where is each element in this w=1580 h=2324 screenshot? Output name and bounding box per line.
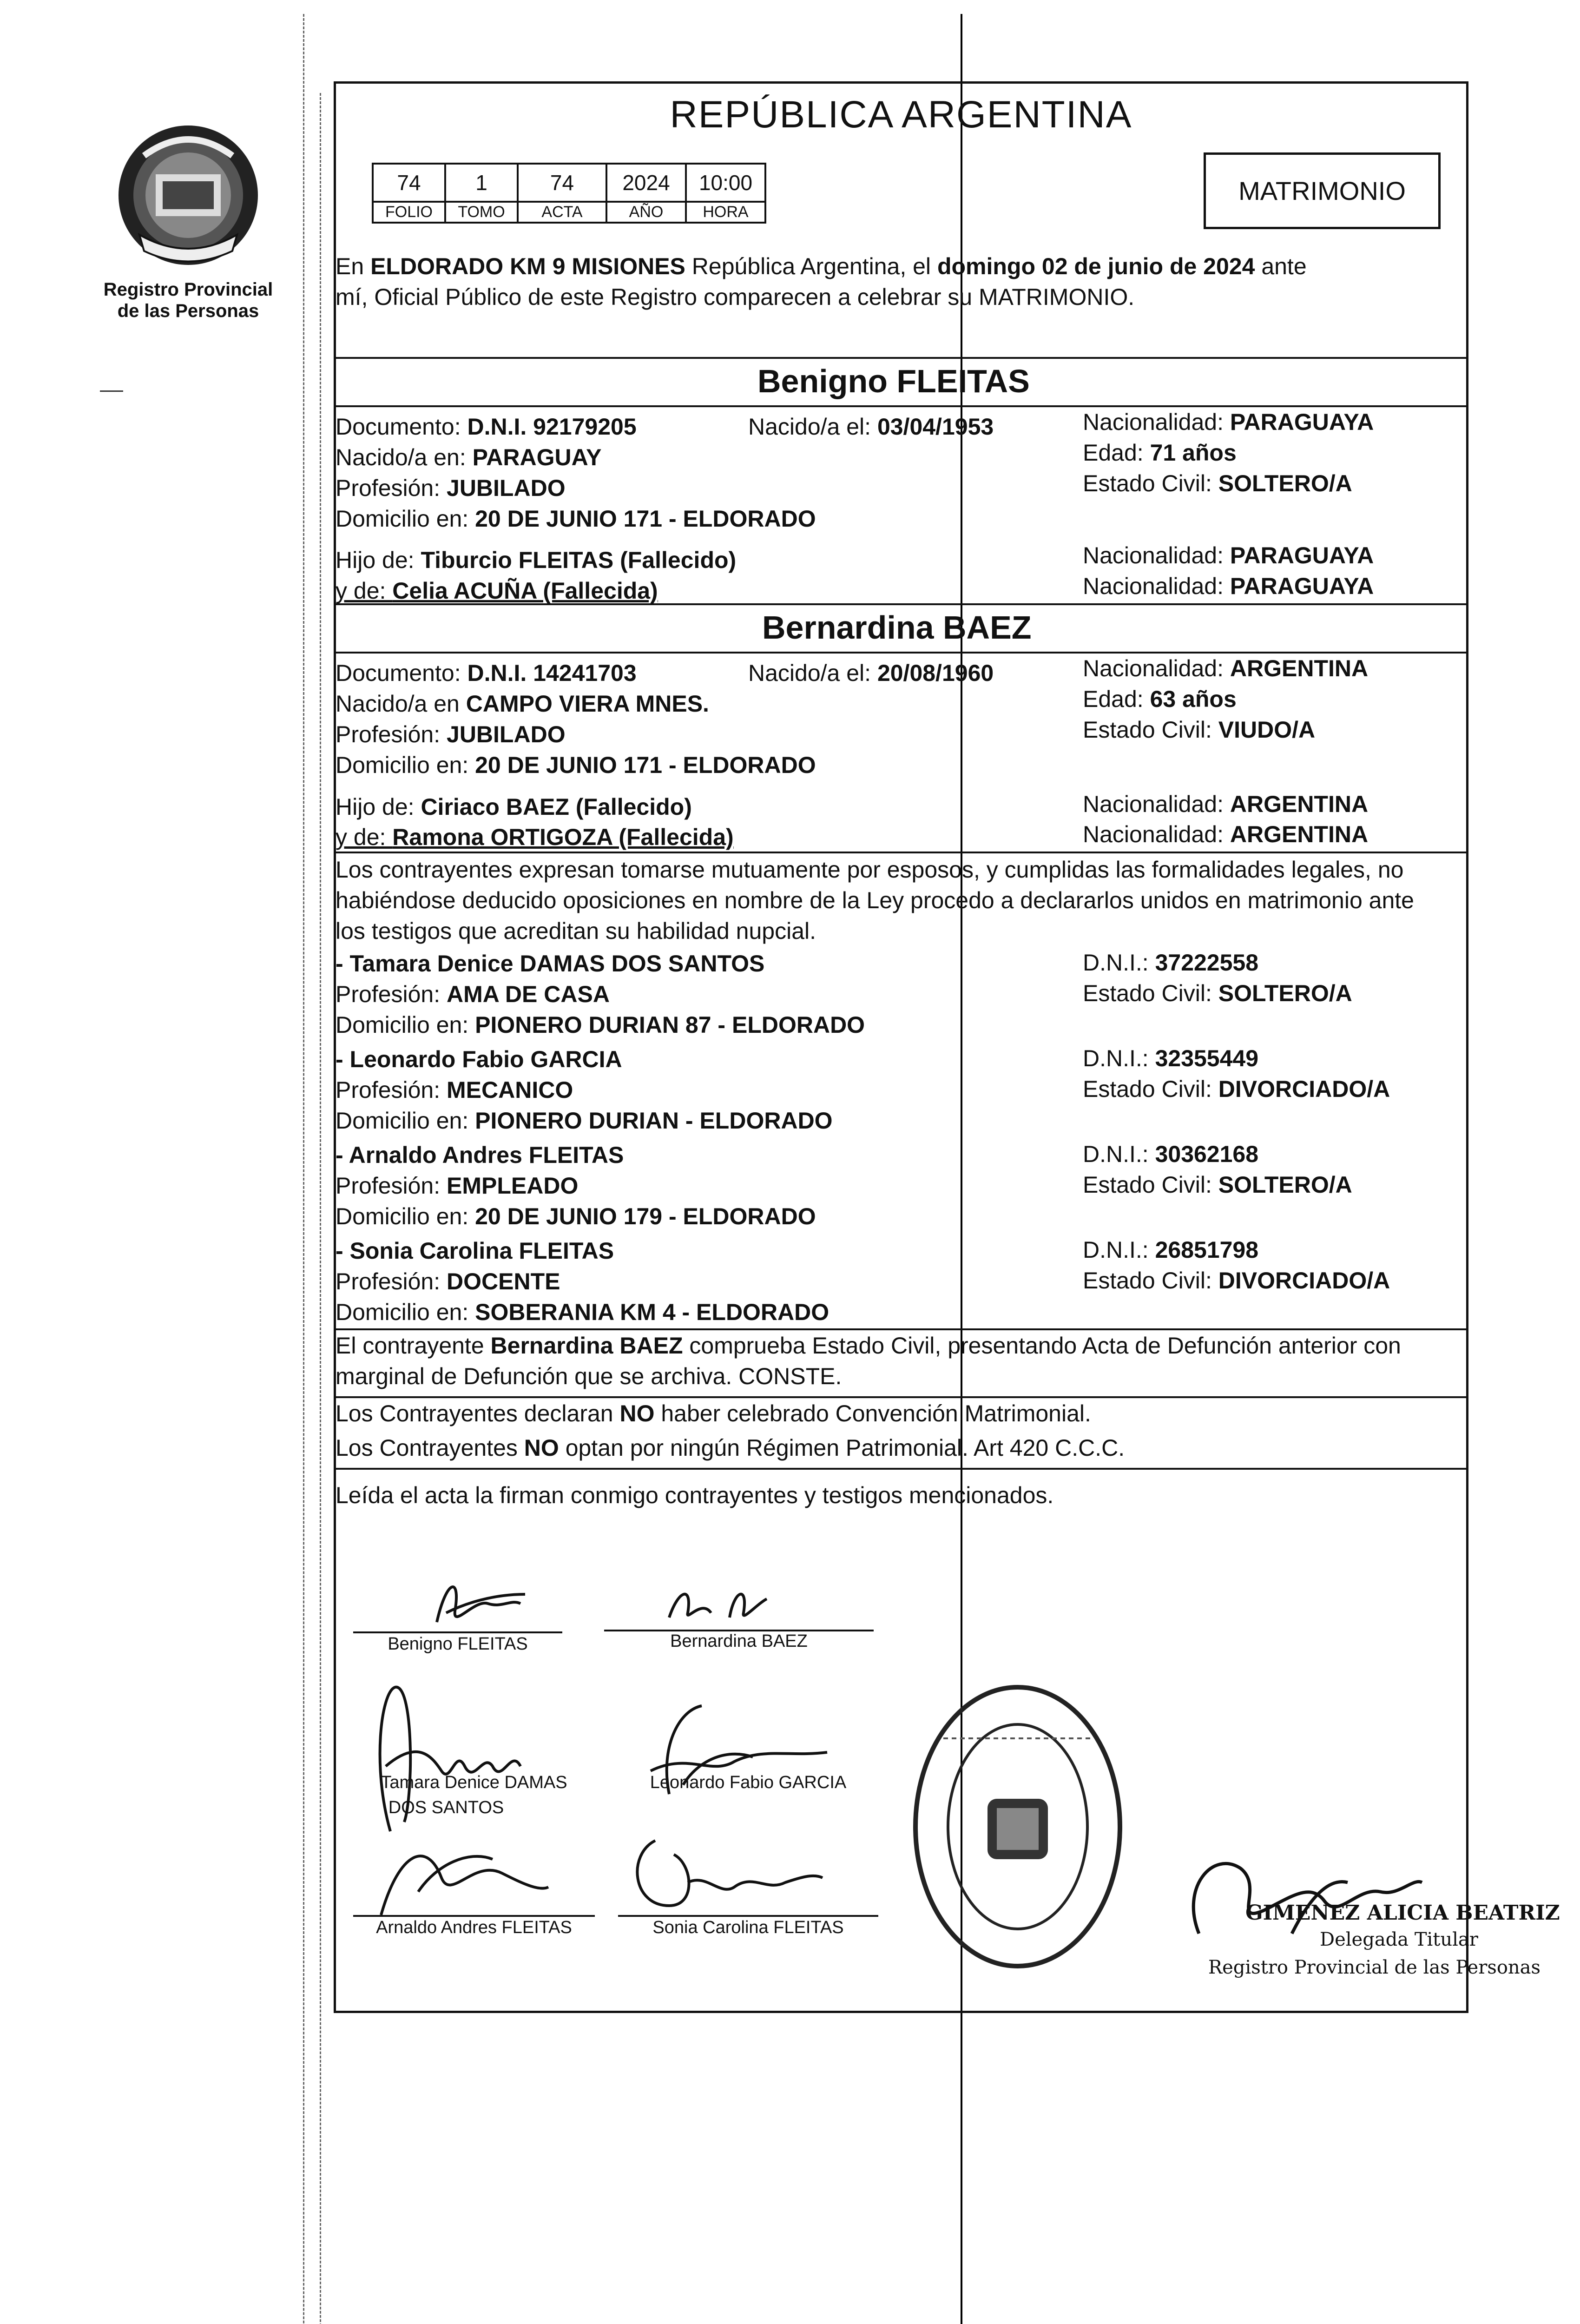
label: Domicilio en: — [336, 1299, 475, 1325]
label: Nacido/a en: — [336, 444, 473, 470]
hora-label: HORA — [686, 202, 765, 223]
agreement-no: NO — [524, 1435, 559, 1461]
record-type-box: MATRIMONIO — [1204, 152, 1441, 229]
label: Profesión: — [336, 981, 447, 1007]
spouse1-name: Benigno FLEITAS — [757, 363, 1030, 399]
label: Edad: — [1083, 686, 1150, 712]
margin-dashed-line — [303, 14, 304, 2324]
label: Estado Civil: — [1083, 470, 1218, 496]
label: Nacionalidad: — [1083, 573, 1230, 599]
spouse2-civil-status — [1083, 714, 1315, 745]
label: y de: — [336, 578, 393, 604]
registry-name-line1: Registro Provincial — [103, 279, 273, 300]
agreement-no: NO — [619, 1400, 655, 1426]
label: Hijo de: — [336, 547, 421, 573]
margin-mark — [100, 390, 123, 392]
witness-address: PIONERO DURIAN 87 - ELDORADO — [475, 1012, 865, 1038]
official-stamp-organization: Registro Provincial de las Personas — [1208, 1957, 1541, 1978]
witness-profession: AMA DE CASA — [447, 981, 610, 1007]
spouse2-address — [336, 750, 816, 780]
label: Nacionalidad: — [1083, 655, 1230, 681]
spouse1-mother — [336, 575, 658, 606]
label: D.N.I.: — [1083, 1141, 1155, 1167]
value: VIUDO/A — [1218, 717, 1316, 743]
witness-civil-status: DIVORCIADO/A — [1218, 1268, 1390, 1294]
spouse1-age — [1083, 437, 1237, 468]
label: Profesión: — [336, 475, 447, 501]
label: Estado Civil: — [1083, 980, 1218, 1006]
label: Edad: — [1083, 440, 1150, 466]
witness-name: - Leonardo Fabio GARCIA — [336, 1046, 622, 1072]
divider — [334, 852, 1468, 853]
label: Documento: — [336, 414, 467, 440]
acta-value: 74 — [518, 164, 606, 202]
signature-label-witness2: Leonardo Fabio GARCIA — [650, 1773, 847, 1792]
spouse1-mother-nationality — [1083, 571, 1374, 601]
intro-date: domingo 02 de junio de 2024 — [937, 253, 1255, 279]
agreement-text: Los Contrayentes declaran — [336, 1400, 620, 1426]
intro-place: ELDORADO KM 9 MISIONES — [370, 253, 685, 279]
signature-spouse2-icon — [660, 1571, 781, 1631]
label: D.N.I.: — [1083, 1045, 1155, 1071]
witness-address: 20 DE JUNIO 179 - ELDORADO — [475, 1203, 816, 1229]
spouse2-name: Bernardina BAEZ — [762, 609, 1032, 646]
ano-label: AÑO — [606, 202, 686, 223]
value: JUBILADO — [447, 475, 566, 501]
spouse1-birthplace — [336, 442, 601, 473]
declaration-line1: Los contrayentes expresan tomarse mutuamente por esposos, y cumplidas las formalidades legales, no — [336, 857, 1404, 883]
label: Estado Civil: — [1083, 1268, 1218, 1294]
witness-civil-status: SOLTERO/A — [1218, 980, 1352, 1006]
value: ARGENTINA — [1230, 791, 1369, 817]
registry-name-line2: de las Personas — [117, 301, 259, 321]
signature-label-witness4: Sonia Carolina FLEITAS — [652, 1918, 844, 1937]
ano-value: 2024 — [606, 164, 686, 202]
signature-line — [618, 1915, 878, 1917]
value: D.N.I. 14241703 — [467, 660, 637, 686]
witness-name: - Arnaldo Andres FLEITAS — [336, 1142, 624, 1168]
label: Nacionalidad: — [1083, 542, 1230, 568]
value: ARGENTINA — [1230, 655, 1369, 681]
value: 03/04/1953 — [877, 414, 994, 440]
value: ARGENTINA — [1230, 821, 1369, 847]
value: PARAGUAY — [472, 444, 602, 470]
note-text-a: El contrayente — [336, 1333, 491, 1359]
label: D.N.I.: — [1083, 950, 1155, 976]
registry-logo-icon — [112, 119, 265, 272]
spouse1-father — [336, 545, 736, 575]
spouse1-birthdate — [748, 411, 994, 442]
signature-spouse1-icon — [418, 1571, 534, 1636]
signature-label-witness3: Arnaldo Andres FLEITAS — [376, 1918, 572, 1937]
value: Ciriaco BAEZ (Fallecido) — [421, 794, 692, 820]
spouse2-doc — [336, 658, 637, 688]
label: Nacionalidad: — [1083, 821, 1230, 847]
declaration-line3: los testigos que acreditan su habilidad nupcial. — [336, 918, 816, 944]
civil-status-note-line1 — [336, 1330, 1401, 1361]
label: Profesión: — [336, 1173, 447, 1199]
agreement-text: haber celebrado Convención Matrimonial. — [654, 1400, 1091, 1426]
value: Ramona ORTIGOZA (Fallecida) — [392, 824, 734, 850]
value: PARAGUAYA — [1230, 573, 1374, 599]
tomo-label: TOMO — [445, 202, 518, 223]
value: SOLTERO/A — [1218, 470, 1352, 496]
label: Profesión: — [336, 721, 447, 747]
hora-value: 10:00 — [686, 164, 765, 202]
spouse1-doc — [336, 411, 637, 442]
witness-profession: DOCENTE — [447, 1268, 560, 1294]
agreement-text: Los Contrayentes — [336, 1435, 524, 1461]
document-title: REPÚBLICA ARGENTINA — [670, 93, 1132, 136]
label: Domicilio en: — [336, 752, 475, 778]
value: JUBILADO — [447, 721, 566, 747]
witness-address: PIONERO DURIAN - ELDORADO — [475, 1108, 833, 1134]
label: Estado Civil: — [1083, 1076, 1218, 1102]
folio-label: FOLIO — [373, 202, 445, 223]
record-table — [372, 163, 766, 224]
witness-dni: 26851798 — [1155, 1237, 1259, 1263]
intro-line2: mí, Oficial Público de este Registro comparecen a celebrar su MATRIMONIO. — [336, 284, 1135, 310]
value: 20 DE JUNIO 171 - ELDORADO — [475, 506, 816, 532]
value: D.N.I. 92179205 — [467, 414, 637, 440]
label: Nacionalidad: — [1083, 409, 1230, 435]
witness-profession: MECANICO — [447, 1077, 573, 1103]
label: Profesión: — [336, 1077, 447, 1103]
value: 20 DE JUNIO 171 - ELDORADO — [475, 752, 816, 778]
spouse2-birthplace — [336, 688, 709, 719]
label: Nacionalidad: — [1083, 791, 1230, 817]
spouse1-civil-status — [1083, 468, 1352, 499]
registry-seal-icon — [906, 1683, 1129, 1985]
intro-text-b: República Argentina, el — [685, 253, 937, 279]
signature-label-witness1-line2: DOS SANTOS — [388, 1798, 504, 1817]
margin-dashed-line-inner — [320, 93, 321, 2324]
witness-dni: 30362168 — [1155, 1141, 1259, 1167]
value: 63 años — [1150, 686, 1237, 712]
spouse2-profession — [336, 719, 566, 750]
spouse1-father-nationality — [1083, 540, 1374, 571]
witness-dni: 32355449 — [1155, 1045, 1259, 1071]
registry-name — [102, 279, 274, 322]
spouse2-mother-nationality — [1083, 819, 1368, 850]
witness-civil-status: SOLTERO/A — [1218, 1172, 1352, 1198]
label: y de: — [336, 824, 393, 850]
label: Estado Civil: — [1083, 1172, 1218, 1198]
spouse2-father-nationality — [1083, 789, 1368, 819]
value: PARAGUAYA — [1230, 409, 1374, 435]
agreement-text: optan por ningún Régimen Patrimonial. Art 420 C.C.C. — [559, 1435, 1125, 1461]
label: Domicilio en: — [336, 506, 475, 532]
signature-label-witness1-line1: Tamara Denice DAMAS — [381, 1773, 567, 1792]
folio-value: 74 — [373, 164, 445, 202]
label: Nacido/a en — [336, 691, 466, 717]
signature-label-spouse1: Benigno FLEITAS — [388, 1634, 528, 1654]
witness-dni: 37222558 — [1155, 950, 1259, 976]
value: 71 años — [1150, 440, 1237, 466]
signature-label-spouse2: Bernardina BAEZ — [670, 1631, 808, 1651]
spouse2-nationality — [1083, 653, 1368, 684]
intro-line1 — [336, 251, 1307, 282]
signature-witness4-icon — [618, 1827, 832, 1920]
declaration-line2: habiéndose deducido oposiciones en nombre de la Ley procedo a declararlos unidos en matrimonio ante — [336, 887, 1414, 913]
tomo-value: 1 — [445, 164, 518, 202]
spouse2-age — [1083, 684, 1237, 714]
divider — [334, 357, 1468, 359]
label: Domicilio en: — [336, 1012, 475, 1038]
note-name: Bernardina BAEZ — [490, 1333, 683, 1359]
spouse2-mother — [336, 822, 734, 852]
civil-status-note-line2: marginal de Defunción que se archiva. CONSTE. — [336, 1363, 842, 1389]
witness-name: - Sonia Carolina FLEITAS — [336, 1238, 614, 1264]
label: D.N.I.: — [1083, 1237, 1155, 1263]
agreement-line2 — [336, 1433, 1125, 1463]
signature-witness3-icon — [362, 1822, 558, 1929]
value: 20/08/1960 — [877, 660, 994, 686]
spouse1-nationality — [1083, 407, 1374, 437]
value: Celia ACUÑA (Fallecida) — [392, 578, 658, 604]
acta-label: ACTA — [518, 202, 606, 223]
witness-name: - Tamara Denice DAMAS DOS SANTOS — [336, 951, 765, 977]
spouse1-profession — [336, 473, 566, 503]
label: Profesión: — [336, 1268, 447, 1294]
value: PARAGUAYA — [1230, 542, 1374, 568]
value: CAMPO VIERA MNES. — [466, 691, 709, 717]
divider — [334, 603, 1468, 605]
intro-text-a: En — [336, 253, 371, 279]
label: Estado Civil: — [1083, 717, 1218, 743]
note-text-b: comprueba Estado Civil, presentando Acta de Defunción anterior con — [683, 1333, 1401, 1359]
spouse1-address — [336, 503, 816, 534]
closing-text: Leída el acta la firman conmigo contrayentes y testigos mencionados. — [336, 1482, 1054, 1508]
witness-civil-status: DIVORCIADO/A — [1218, 1076, 1390, 1102]
witness-address: SOBERANIA KM 4 - ELDORADO — [475, 1299, 830, 1325]
official-stamp-role: Delegada Titular — [1320, 1929, 1478, 1950]
value: Tiburcio FLEITAS (Fallecido) — [421, 547, 737, 573]
agreement-line1 — [336, 1398, 1091, 1429]
witness-profession: EMPLEADO — [447, 1173, 579, 1199]
label: Nacido/a el: — [748, 414, 877, 440]
intro-text-c: ante — [1255, 253, 1307, 279]
spouse2-father — [336, 792, 692, 822]
label: Nacido/a el: — [748, 660, 877, 686]
label: Hijo de: — [336, 794, 421, 820]
label: Domicilio en: — [336, 1203, 475, 1229]
official-stamp-name: GIMENEZ ALICIA BEATRIZ — [1245, 1901, 1560, 1925]
label: Documento: — [336, 660, 467, 686]
spouse2-birthdate — [748, 658, 994, 688]
divider — [334, 1468, 1468, 1470]
signature-line — [353, 1915, 595, 1917]
label: Domicilio en: — [336, 1108, 475, 1134]
